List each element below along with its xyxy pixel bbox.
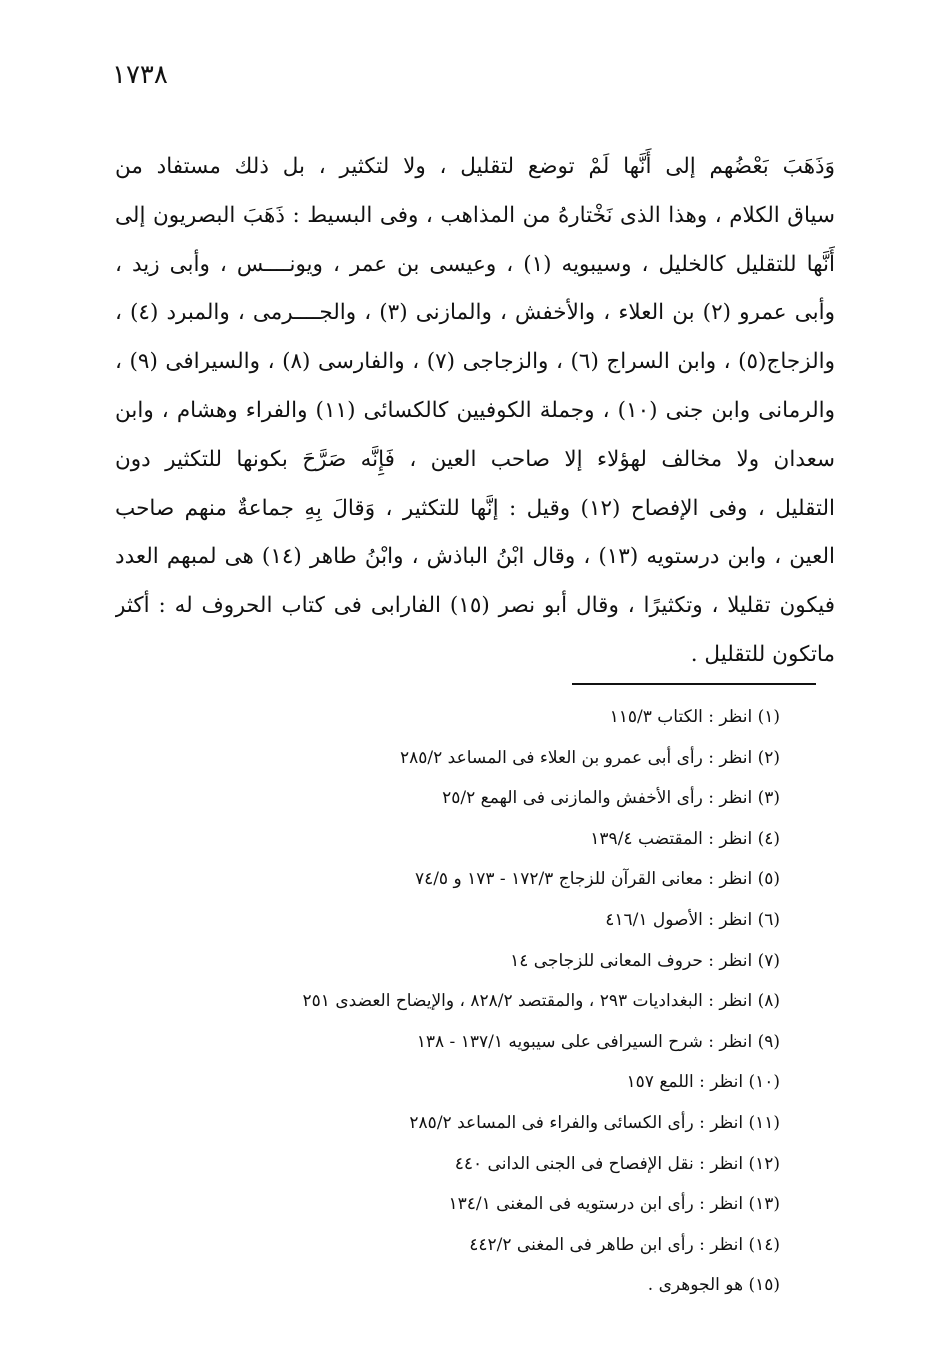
main-text [115,143,835,680]
footnote: (٩) انظر : شرح السيرافى على سيبويه ١٣٧/١ - ١٣٨ [416,1031,780,1052]
footnote: (٤) انظر : المقتضب ١٣٩/٤ [590,828,780,849]
text-line: العين ، وابن درستويه (١٣) ، وقال ابْنُ الباذش ، وابْنُ طاهر (١٤) هى لمبهم العدد [115,544,835,570]
text-line: وأبى عمرو (٢) بن العلاء ، والأخفش ، والمازنى (٣) ، والجــــرمى ، والمبرد (٤) ، [115,300,835,326]
text-line: وَذَهَبَ بَعْضُهم إلى أَنَّها لَمْ توضع لتقليل ، ولا لتكثير ، بل ذلك مستفاد من [115,154,835,179]
footnote: (٣) انظر : رأى الأخفش والمازنى فى الهمع ٢٥/٢ [442,788,780,809]
footnotes [115,697,780,1306]
text-line: والرمانى وابن جنى (١٠) ، وجملة الكوفيين كالكسائى (١١) والفراء وهشام ، وابن [115,397,835,423]
footnote: (١٣) انظر : رأى ابن درستويه فى المغنى ١٣٤/١ [448,1194,780,1215]
footnote: (١٤) انظر : رأى ابن طاهر فى المغنى ٤٤٢/٢ [469,1234,780,1255]
footnote: (١) انظر : الكتاب ١١٥/٣ [609,707,780,727]
text-line: والزجاج(٥) ، وابن السراج (٦) ، والزجاجى (٧) ، والفارسى (٨) ، والسيرافى (٩) ، [115,349,835,375]
footnote: (١١) انظر : رأى الكسائى والفراء فى المساعد ٢٨٥/٢ [409,1112,780,1133]
footnote: (٧) انظر : حروف المعانى للزجاجى ١٤ [510,950,780,971]
footnote: (٢) انظر : رأى أبى عمرو بن العلاء فى المساعد ٢٨٥/٢ [399,747,780,768]
footnote-separator [572,683,816,685]
text-line: التقليل ، وفى الإفصاح (١٢) وقيل : إنَّها للتكثير ، وَقالَ بِهِ جماعةٌ منهم صاحب [115,495,835,521]
footnote: (٦) انظر : الأصول ٤١٦/١ [605,909,780,930]
text-line: سياق الكلام ، وهذا الذى نَخْتارهُ من المذاهب ، وفى البسيط : ذَهَبَ البصريون إلى [115,202,835,228]
footnote: (٥) انظر : معانى القرآن للزجاج ١٧٢/٣ - ١٧٣ و ٧٤/٥ [414,869,780,890]
page-number: ١٧٣٨ [112,60,168,90]
footnote: (٨) انظر : البغداديات ٢٩٣ ، والمقتصد ٨٢٨/٢ ، والإيضاح العضدى ٢٥١ [302,991,780,1012]
footnote: (١٢) انظر : نقل الإفصاح فى الجنى الدانى ٤٤٠ [454,1153,780,1174]
footnote: (١٥) هو الجوهرى . [647,1275,780,1296]
text-line: ماتكون للتقليل . [690,641,835,667]
footnote: (١٠) انظر : اللمع ١٥٧ [626,1072,780,1093]
text-line: فيكون تقليلا ، وتكثيرًا ، وقال أبو نصر (١٥) الفارابى فى كتاب الحروف له : أكثر [115,593,835,619]
text-line: أَنَّها للتقليل كالخليل ، وسيبويه (١) ، وعيسى بن عمر ، ويونــــس ، وأبى زيد ، [115,251,835,277]
text-line: سعدان ولا مخالف لهؤلاء إلا صاحب العين ، فَإِنَّه صَرَّحَ بكونها للتكثير دون [115,446,835,472]
